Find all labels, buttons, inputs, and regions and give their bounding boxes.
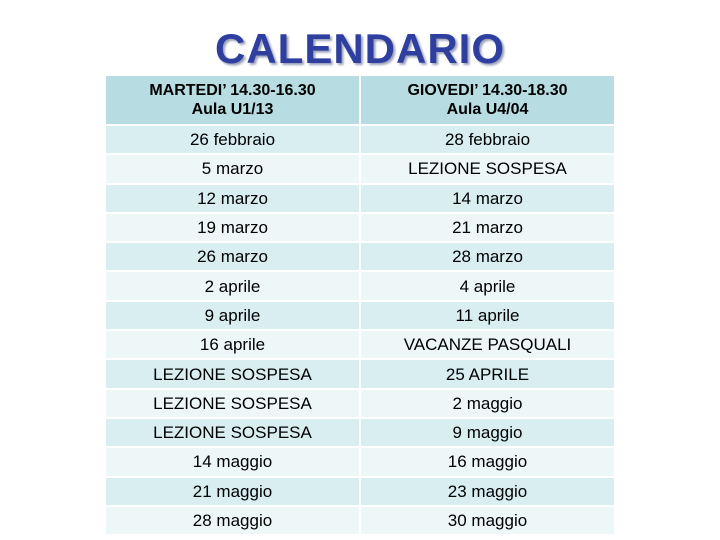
table-row (106, 125, 614, 154)
table-row (106, 271, 614, 300)
table-row (106, 301, 614, 330)
header-thursday-room: Aula U4/04 (446, 101, 529, 118)
thursday-date: 16 maggio (360, 447, 614, 476)
table-row (106, 359, 614, 388)
thursday-date: LEZIONE SOSPESA (360, 154, 614, 183)
table-row (106, 447, 614, 476)
table-row (106, 330, 614, 359)
tuesday-date: 9 aprile (106, 301, 360, 330)
table-row (106, 389, 614, 418)
schedule-table (106, 76, 614, 536)
tuesday-date: 2 aprile (106, 271, 360, 300)
tuesday-date: 26 febbraio (106, 125, 360, 154)
table-row (106, 506, 614, 535)
table-row (106, 213, 614, 242)
tuesday-date: 21 maggio (106, 477, 360, 506)
table-row (106, 418, 614, 447)
tuesday-date: 28 maggio (106, 506, 360, 535)
tuesday-date: LEZIONE SOSPESA (106, 389, 360, 418)
tuesday-date: 5 marzo (106, 154, 360, 183)
thursday-date: 28 marzo (360, 242, 614, 271)
tuesday-date: LEZIONE SOSPESA (106, 359, 360, 388)
thursday-date: 28 febbraio (360, 125, 614, 154)
tuesday-date: LEZIONE SOSPESA (106, 418, 360, 447)
table-row (106, 184, 614, 213)
table-header-row (106, 76, 614, 125)
thursday-date: 14 marzo (360, 184, 614, 213)
thursday-date: 9 maggio (360, 418, 614, 447)
thursday-date: 4 aprile (360, 271, 614, 300)
thursday-date: 11 aprile (360, 301, 614, 330)
thursday-date: 23 maggio (360, 477, 614, 506)
thursday-date: VACANZE PASQUALI (360, 330, 614, 359)
header-thursday (360, 76, 614, 125)
tuesday-date: 16 aprile (106, 330, 360, 359)
tuesday-date: 14 maggio (106, 447, 360, 476)
thursday-date: 2 maggio (360, 389, 614, 418)
thursday-date: 21 marzo (360, 213, 614, 242)
table-row (106, 154, 614, 183)
thursday-date: 25 APRILE (360, 359, 614, 388)
tuesday-date: 12 marzo (106, 184, 360, 213)
header-thursday-time: GIOVEDI’ 14.30-18.30 (407, 82, 568, 99)
table-row (106, 242, 614, 271)
header-tuesday-room: Aula U1/13 (191, 101, 274, 118)
thursday-date: 30 maggio (360, 506, 614, 535)
header-tuesday (106, 76, 360, 125)
page-title: CALENDARIO (215, 25, 505, 72)
table-row (106, 477, 614, 506)
tuesday-date: 26 marzo (106, 242, 360, 271)
header-tuesday-time: MARTEDI’ 14.30-16.30 (149, 82, 316, 99)
tuesday-date: 19 marzo (106, 213, 360, 242)
